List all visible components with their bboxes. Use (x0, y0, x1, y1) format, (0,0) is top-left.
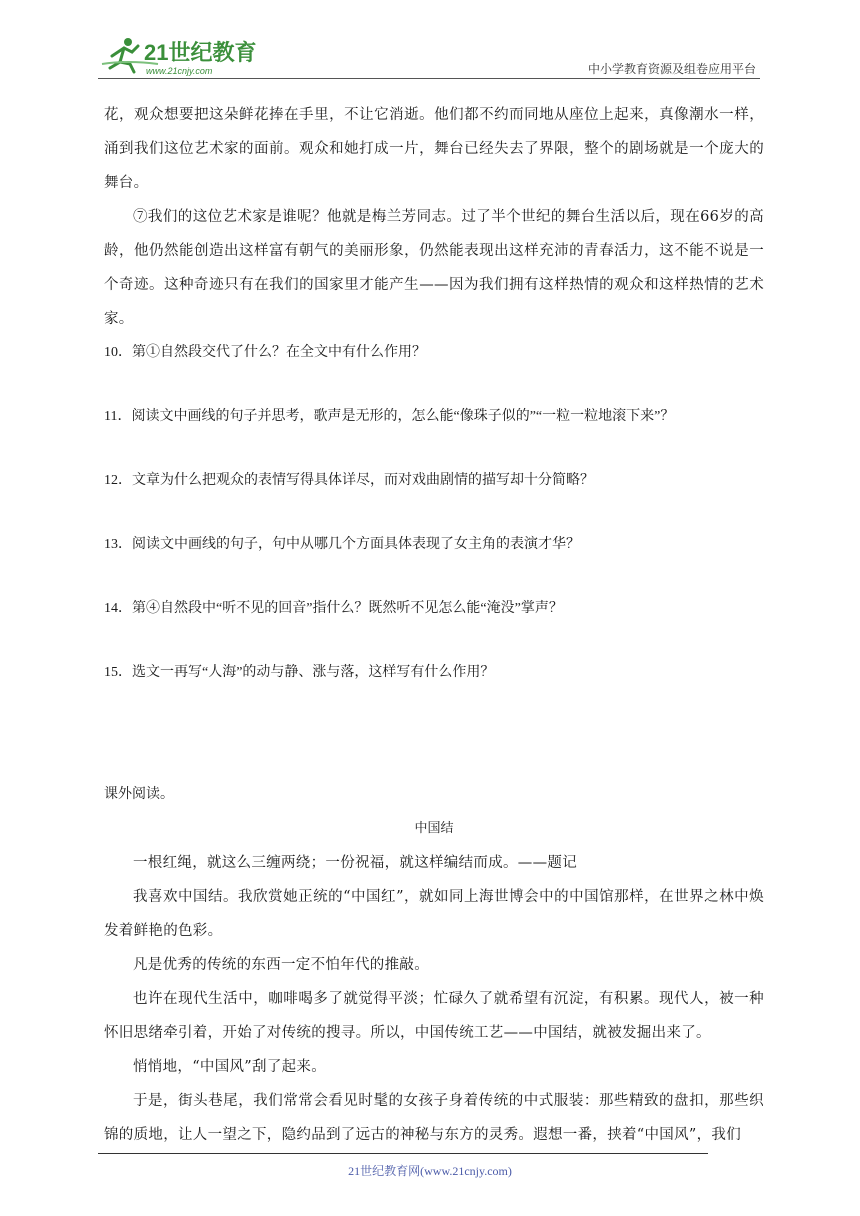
header-divider (98, 78, 760, 79)
article-paragraph: 一根红绳，就这么三缠两绕；一份祝福，就这样编结而成。——题记 (133, 855, 577, 871)
question-10: 10．第①自然段交代了什么？在全文中有什么作用？ (104, 345, 426, 360)
document-body (104, 98, 764, 1152)
question-14: 14．第④自然段中“听不见的回音”指什么？既然听不见怎么能“淹没”掌声？ (104, 601, 563, 616)
article-paragraph: 我喜欢中国结。我欣赏她正统的“中国红”，就如同上海世博会中的中国馆那样，在世界之林中焕发着鲜艳的色彩。 (104, 889, 764, 939)
article-paragraph: 也许在现代生活中，咖啡喝多了就觉得平淡；忙碌久了就希望有沉淀，有积累。现代人，被一种怀旧思绪牵引着，开始了对传统的搜寻。所以，中国传统工艺——中国结，就被发掘出来了。 (104, 991, 764, 1041)
paragraph-7: ⑦我们的这位艺术家是谁呢？他就是梅兰芳同志。过了半个世纪的舞台生活以后，现在66岁的高龄，他仍然能创造出这样富有朝气的美丽形象，仍然能表现出这样充沛的青春活力，这不能不说是一个奇迹。这种奇迹只有在我们的国家里才能产生——因为我们拥有这样热情的观众和这样热情的艺术家。 (104, 209, 764, 327)
article-title: 中国结 (414, 821, 454, 836)
footer-link[interactable]: 21世纪教育网(www.21cnjy.com) (348, 1164, 512, 1178)
article-paragraph: 于是，街头巷尾，我们常常会看见时髦的女孩子身着传统的中式服装：那些精致的盘扣，那些织锦的质地，让人一望之下，隐约品到了远古的神秘与东方的灵秀。遐想一番，挟着“中国风”，我们 (104, 1093, 764, 1143)
question-13: 13．阅读文中画线的句子，句中从哪几个方面具体表现了女主角的表演才华？ (104, 537, 580, 552)
page-header (98, 28, 760, 80)
paragraph-6-continued: 花，观众想要把这朵鲜花捧在手里，不让它消逝。他们都不约而同地从座位上起来，真像潮水一样，涌到我们这位艺术家的面前。观众和她打成一片，舞台已经失去了界限，整个的剧场就是一个庞大的舞台。 (104, 107, 764, 191)
logo-text: 21世纪教育 (144, 40, 257, 65)
header-platform-text: 中小学教育资源及组卷应用平台 (587, 62, 756, 76)
footer-divider (98, 1153, 708, 1154)
article-paragraph: 凡是优秀的传统的东西一定不怕年代的推敲。 (133, 957, 429, 973)
logo-21cnjy (98, 34, 268, 78)
question-12: 12．文章为什么把观众的表情写得具体详尽，而对戏曲剧情的描写却十分简略？ (104, 473, 594, 488)
logo-url: www.21cnjy.com (146, 66, 213, 76)
question-11: 11．阅读文中画线的句子并思考，歌声是无形的，怎么能“像珠子似的”“一粒一粒地滚下来”？ (104, 409, 675, 424)
article-paragraph: 悄悄地，“中国风”刮了起来。 (133, 1059, 327, 1075)
section-label: 课外阅读。 (104, 787, 174, 802)
question-15: 15．选文一再写“人海”的动与静、涨与落，这样写有什么作用？ (104, 665, 495, 680)
